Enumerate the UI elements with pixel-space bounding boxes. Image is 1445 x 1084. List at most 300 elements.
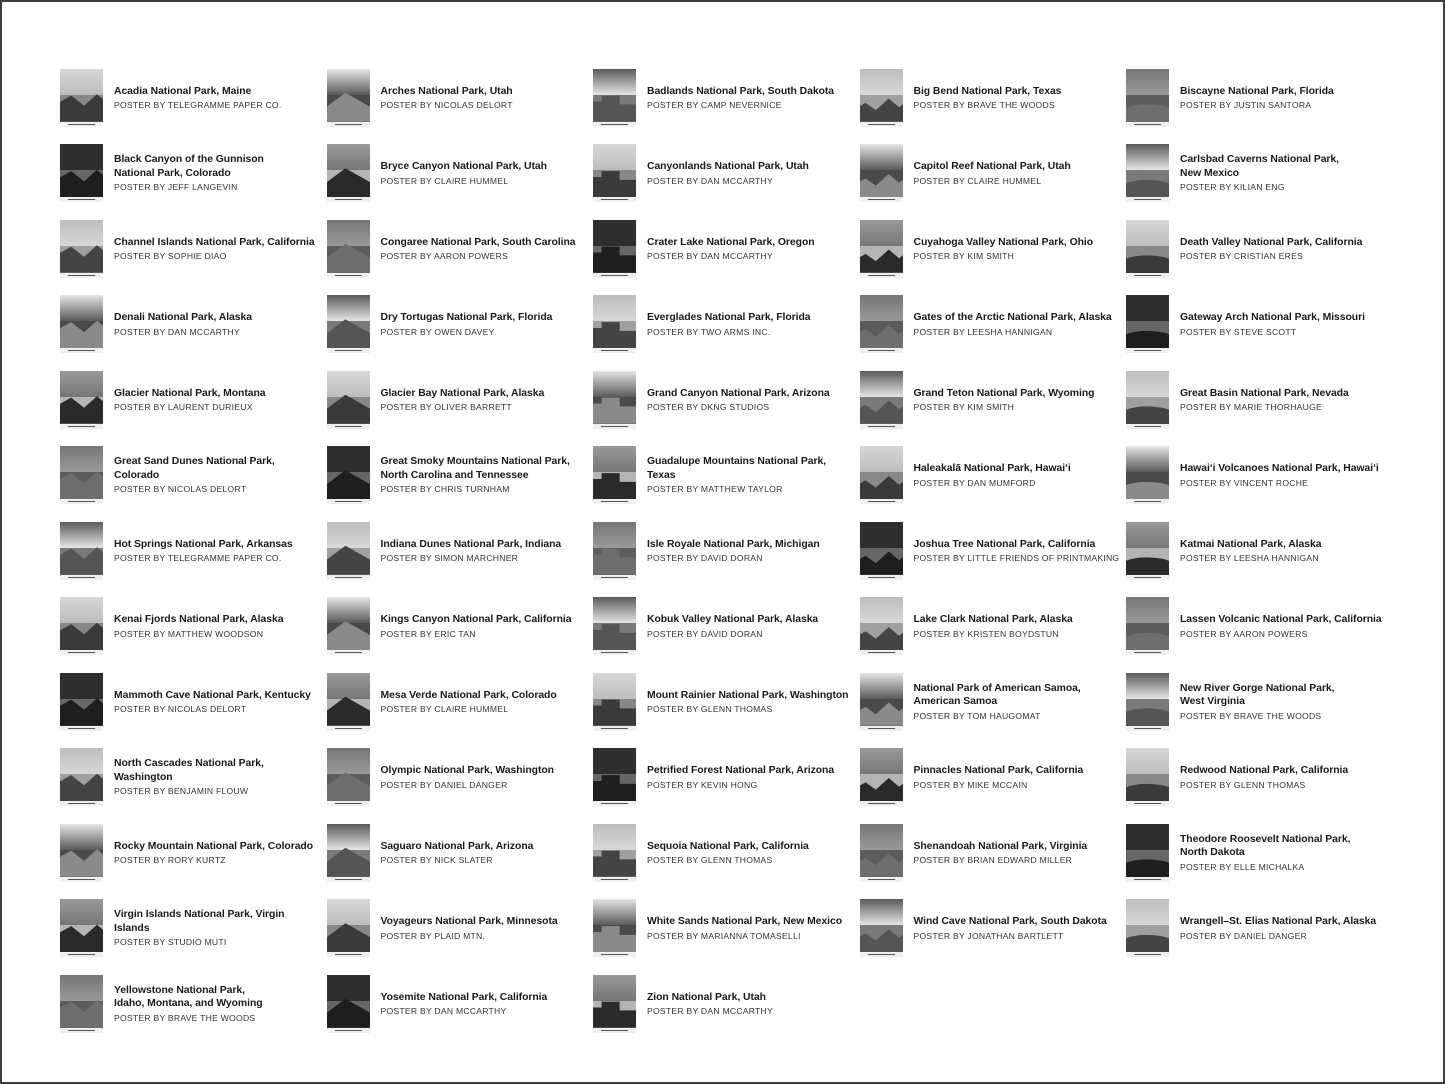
- poster-info: [647, 991, 853, 1018]
- poster-thumbnail: [327, 748, 370, 806]
- poster-thumbnail: [327, 975, 370, 1033]
- poster-credit: POSTER BY DAN MCCARTHY: [380, 1006, 507, 1016]
- poster-thumbnail: [860, 673, 903, 731]
- poster-thumbnail: [1126, 69, 1169, 127]
- poster-entry: [860, 664, 1127, 740]
- poster-thumbnail: [327, 522, 370, 580]
- poster-thumbnail: [60, 446, 103, 504]
- poster-thumbnail: [593, 371, 636, 429]
- poster-credit: POSTER BY TOM HAUGOMAT: [913, 710, 1041, 721]
- park-name: Sequoia National Park, California: [647, 840, 809, 852]
- poster-info: [914, 682, 1120, 722]
- poster-thumbnail: [860, 522, 903, 580]
- poster-credit: POSTER BY BRAVE THE WOODS: [114, 1012, 256, 1023]
- poster-thumbnail: [860, 220, 903, 278]
- poster-credit: POSTER BY KEVIN HONG: [647, 779, 758, 790]
- poster-thumbnail: [593, 824, 636, 882]
- park-name: Guadalupe Mountains National Park, Texas: [647, 456, 827, 481]
- park-name: Arches National Park, Utah: [380, 85, 513, 97]
- poster-entry: [60, 740, 327, 816]
- poster-credit: POSTER BY VINCENT ROCHE: [1180, 477, 1309, 488]
- poster-info: [647, 915, 853, 942]
- poster-info: [647, 160, 853, 187]
- poster-info: [914, 311, 1120, 338]
- poster-credit: POSTER BY JEFF LANGEVIN: [114, 182, 238, 193]
- park-name: Glacier Bay National Park, Alaska: [380, 387, 545, 399]
- poster-entry: [1126, 287, 1393, 363]
- poster-credit: POSTER BY BRAVE THE WOODS: [913, 100, 1055, 110]
- poster-entry: [860, 60, 1127, 136]
- park-name: Pinnacles National Park, California: [913, 765, 1084, 776]
- poster-info: [114, 85, 320, 112]
- poster-thumbnail: [593, 220, 636, 278]
- poster-credit: POSTER BY CLAIRE HUMMEL: [913, 175, 1042, 186]
- poster-info: [381, 387, 587, 414]
- park-name: Olympic National Park, Washington: [380, 765, 554, 776]
- poster-entry: [327, 513, 594, 589]
- poster-thumbnail: [860, 371, 903, 429]
- poster-credit: POSTER BY MATTHEW TAYLOR: [647, 484, 783, 495]
- poster-entry: [860, 438, 1127, 514]
- park-name: Carlsbad Caverns National Park, New Mexico: [1180, 154, 1339, 179]
- poster-entry: [860, 362, 1127, 438]
- poster-info: [647, 538, 853, 565]
- park-name: Great Smoky Mountains National Park, North Carolina and Tennessee: [380, 456, 570, 481]
- poster-thumbnail: [593, 522, 636, 580]
- poster-info: [1180, 538, 1386, 565]
- park-name: Everglades National Park, Florida: [647, 312, 811, 323]
- park-name: Theodore Roosevelt National Park, North Dakota: [1180, 833, 1351, 859]
- poster-entry: [327, 438, 594, 514]
- park-name: Grand Canyon National Park, Arizona: [647, 387, 830, 399]
- poster-entry: [1126, 664, 1393, 740]
- poster-credit: POSTER BY GLENN THOMAS: [647, 704, 773, 714]
- poster-credit: POSTER BY LITTLE FRIENDS OF PRINTMAKING: [913, 553, 1120, 563]
- poster-info: [1180, 915, 1386, 942]
- poster-credit: POSTER BY BENJAMIN FLOUW: [114, 786, 249, 797]
- park-name: Mesa Verde National Park, Colorado: [380, 689, 557, 701]
- poster-entry: [327, 362, 594, 438]
- poster-entry: [1126, 740, 1393, 816]
- poster-info: [647, 311, 853, 338]
- poster-credit: POSTER BY DAN MCCARTHY: [647, 251, 773, 261]
- park-name: Hot Springs National Park, Arkansas: [114, 538, 293, 550]
- poster-entry: [327, 815, 594, 891]
- poster-credit: POSTER BY JUSTIN SANTORA: [1180, 100, 1312, 110]
- poster-thumbnail: [60, 295, 103, 353]
- poster-credit: POSTER BY AARON POWERS: [1180, 628, 1308, 639]
- poster-thumbnail: [593, 446, 636, 504]
- poster-info: [914, 613, 1120, 640]
- poster-thumbnail: [860, 446, 903, 504]
- poster-entry: [860, 513, 1127, 589]
- poster-credit: POSTER BY KRISTEN BOYDSTUN: [913, 628, 1059, 639]
- poster-info: [1180, 236, 1386, 263]
- poster-thumbnail: [860, 824, 903, 882]
- poster-entry: [860, 136, 1127, 212]
- poster-credit: POSTER BY LEESHA HANNIGAN: [913, 326, 1053, 337]
- poster-thumbnail: [1126, 220, 1169, 278]
- poster-credit: POSTER BY DAN MCCARTHY: [114, 326, 240, 337]
- poster-info: [914, 840, 1120, 867]
- park-name: Capitol Reef National Park, Utah: [913, 161, 1071, 172]
- poster-entry: [593, 513, 860, 589]
- poster-entry: [1126, 438, 1393, 514]
- poster-credit: POSTER BY NICOLAS DELORT: [380, 100, 513, 110]
- poster-entry: [593, 211, 860, 287]
- park-name: New River Gorge National Park, West Virginia: [1180, 682, 1335, 708]
- poster-thumbnail: [60, 220, 103, 278]
- park-name: Black Canyon of the Gunnison National Park, Colorado: [114, 154, 264, 179]
- park-name: Redwood National Park, California: [1180, 765, 1349, 776]
- poster-entry: [860, 891, 1127, 967]
- poster-credit: POSTER BY DAN MUMFORD: [913, 477, 1036, 488]
- park-name: Congaree National Park, South Carolina: [380, 236, 576, 248]
- poster-info: [1180, 833, 1386, 873]
- poster-credit: POSTER BY CRISTIAN ERES: [1180, 251, 1304, 261]
- poster-thumbnail: [327, 295, 370, 353]
- poster-info: [1180, 85, 1386, 112]
- poster-info: [647, 764, 853, 791]
- poster-thumbnail: [327, 673, 370, 731]
- poster-info: [647, 236, 853, 263]
- poster-credit: POSTER BY PLAID MTN.: [380, 930, 486, 941]
- poster-credit: POSTER BY CLAIRE HUMMEL: [380, 704, 509, 714]
- poster-info: [914, 538, 1120, 565]
- poster-thumbnail: [860, 748, 903, 806]
- park-name: Glacier National Park, Montana: [114, 387, 266, 399]
- poster-entry: [60, 664, 327, 740]
- poster-entry: [593, 966, 860, 1042]
- poster-credit: POSTER BY BRIAN EDWARD MILLER: [913, 855, 1073, 865]
- poster-entry: [60, 966, 327, 1042]
- poster-credit: POSTER BY SIMON MARCHNER: [380, 553, 519, 563]
- poster-thumbnail: [60, 975, 103, 1033]
- park-name: Cuyahoga Valley National Park, Ohio: [913, 236, 1094, 248]
- park-name: Crater Lake National Park, Oregon: [647, 236, 815, 248]
- poster-credit: POSTER BY DAVID DORAN: [647, 628, 763, 639]
- park-name: Katmai National Park, Alaska: [1180, 538, 1322, 550]
- poster-credit: POSTER BY BRAVE THE WOODS: [1180, 710, 1322, 721]
- park-name: Wrangell–St. Elias National Park, Alaska: [1180, 916, 1377, 927]
- poster-thumbnail: [1126, 371, 1169, 429]
- poster-info: [1180, 153, 1386, 193]
- park-name: Kenai Fjords National Park, Alaska: [114, 614, 284, 625]
- poster-thumbnail: [60, 522, 103, 580]
- poster-credit: POSTER BY GLENN THOMAS: [1180, 779, 1306, 790]
- poster-thumbnail: [1126, 446, 1169, 504]
- poster-info: [1180, 682, 1386, 722]
- poster-info: [914, 915, 1120, 942]
- poster-thumbnail: [327, 144, 370, 202]
- poster-info: [381, 160, 587, 187]
- poster-entry: [327, 966, 594, 1042]
- poster-credit: POSTER BY DKNG STUDIOS: [647, 402, 770, 412]
- park-name: Acadia National Park, Maine: [114, 85, 252, 97]
- poster-entry: [327, 287, 594, 363]
- poster-credit: POSTER BY DAN MCCARTHY: [647, 175, 773, 186]
- poster-info: [647, 689, 853, 716]
- park-name: National Park of American Samoa, American Samoa: [913, 682, 1081, 708]
- poster-info: [114, 387, 320, 414]
- poster-thumbnail: [1126, 144, 1169, 202]
- poster-credit: POSTER BY SOPHIE DIAO: [114, 251, 227, 261]
- poster-info: [381, 840, 587, 867]
- poster-thumbnail: [60, 597, 103, 655]
- poster-entry: [60, 815, 327, 891]
- poster-credit: POSTER BY AARON POWERS: [380, 251, 509, 261]
- poster-thumbnail: [593, 673, 636, 731]
- poster-credit: POSTER BY DANIEL DANGER: [380, 779, 508, 790]
- park-name: Shenandoah National Park, Virginia: [913, 840, 1088, 852]
- poster-info: [381, 689, 587, 716]
- park-name: Kobuk Valley National Park, Alaska: [647, 614, 819, 625]
- poster-credit: POSTER BY STEVE SCOTT: [1180, 326, 1297, 337]
- park-name: Haleakalā National Park, Hawai‘i: [913, 463, 1071, 474]
- poster-entry: [593, 60, 860, 136]
- poster-credit: POSTER BY CLAIRE HUMMEL: [380, 175, 509, 186]
- poster-info: [114, 689, 320, 716]
- poster-thumbnail: [60, 824, 103, 882]
- poster-entry: [1126, 891, 1393, 967]
- poster-credit: POSTER BY OLIVER BARRETT: [380, 402, 512, 412]
- poster-thumbnail: [593, 597, 636, 655]
- poster-entry: [60, 438, 327, 514]
- poster-info: [114, 908, 320, 948]
- park-name: Zion National Park, Utah: [647, 991, 766, 1003]
- poster-credit: POSTER BY TELEGRAMME PAPER CO.: [114, 553, 282, 563]
- park-name: Big Bend National Park, Texas: [913, 85, 1062, 97]
- poster-entry: [593, 891, 860, 967]
- park-name: Virgin Islands National Park, Virgin Islands: [114, 909, 285, 934]
- poster-thumbnail: [593, 899, 636, 957]
- poster-info: [381, 455, 587, 495]
- poster-credit: POSTER BY NICK SLATER: [380, 855, 493, 865]
- poster-entry: [60, 589, 327, 665]
- park-name: Death Valley National Park, California: [1180, 236, 1363, 248]
- poster-info: [1180, 311, 1386, 338]
- poster-info: [914, 160, 1120, 187]
- park-name: Great Basin National Park, Nevada: [1180, 387, 1349, 399]
- poster-info: [381, 764, 587, 791]
- park-name: Gateway Arch National Park, Missouri: [1180, 312, 1365, 323]
- poster-entry: [1126, 211, 1393, 287]
- park-name: Voyageurs National Park, Minnesota: [380, 916, 558, 927]
- poster-thumbnail: [593, 144, 636, 202]
- poster-info: [914, 764, 1120, 791]
- poster-thumbnail: [327, 371, 370, 429]
- park-name: Lake Clark National Park, Alaska: [913, 614, 1073, 625]
- park-name: Mount Rainier National Park, Washington: [647, 689, 849, 701]
- park-name: Hawai‘i Volcanoes National Park, Hawai‘i: [1180, 463, 1379, 474]
- park-name: Kings Canyon National Park, California: [380, 614, 572, 625]
- poster-credit: POSTER BY MARIE THORHAUGE: [1180, 402, 1323, 412]
- poster-entry: [593, 740, 860, 816]
- poster-info: [381, 613, 587, 640]
- poster-thumbnail: [593, 69, 636, 127]
- poster-credit: POSTER BY TWO ARMS INC.: [647, 326, 771, 337]
- poster-thumbnail: [327, 824, 370, 882]
- poster-info: [914, 85, 1120, 112]
- poster-info: [381, 538, 587, 565]
- poster-credit: POSTER BY JONATHAN BARTLETT: [913, 930, 1064, 941]
- poster-thumbnail: [327, 899, 370, 957]
- poster-credit: POSTER BY ERIC TAN: [380, 628, 476, 639]
- park-name: Indiana Dunes National Park, Indiana: [380, 538, 562, 550]
- poster-entry: [327, 891, 594, 967]
- poster-thumbnail: [60, 673, 103, 731]
- poster-credit: POSTER BY MATTHEW WOODSON: [114, 628, 264, 639]
- poster-info: [114, 455, 320, 495]
- poster-info: [647, 455, 853, 495]
- park-name: North Cascades National Park, Washington: [114, 758, 264, 783]
- park-name: Gates of the Arctic National Park, Alaska: [913, 312, 1112, 323]
- poster-entry: [593, 287, 860, 363]
- park-name: Wind Cave National Park, South Dakota: [913, 916, 1107, 927]
- park-name: Yellowstone National Park, Idaho, Montana, and Wyoming: [114, 984, 263, 1010]
- poster-thumbnail: [60, 748, 103, 806]
- poster-credit: POSTER BY MARIANNA TOMASELLI: [647, 930, 801, 941]
- park-name: Mammoth Cave National Park, Kentucky: [114, 689, 311, 701]
- poster-entry: [593, 664, 860, 740]
- poster-info: [114, 840, 320, 867]
- poster-info: [914, 387, 1120, 414]
- poster-thumbnail: [1126, 597, 1169, 655]
- poster-entry: [1126, 362, 1393, 438]
- park-name: Biscayne National Park, Florida: [1180, 85, 1334, 97]
- poster-credit: POSTER BY TELEGRAMME PAPER CO.: [114, 100, 282, 110]
- poster-info: [647, 840, 853, 867]
- poster-entry: [60, 136, 327, 212]
- poster-credit: POSTER BY KIM SMITH: [913, 251, 1015, 261]
- park-name: Rocky Mountain National Park, Colorado: [114, 840, 314, 852]
- park-name: Isle Royale National Park, Michigan: [647, 538, 820, 550]
- poster-credit: POSTER BY NICOLAS DELORT: [114, 704, 247, 714]
- poster-entry: [327, 589, 594, 665]
- poster-entry: [860, 740, 1127, 816]
- poster-info: [1180, 462, 1386, 489]
- poster-grid: [60, 60, 1393, 1042]
- poster-entry: [327, 60, 594, 136]
- park-name: Badlands National Park, South Dakota: [647, 85, 835, 97]
- poster-entry: [1126, 60, 1393, 136]
- poster-thumbnail: [860, 69, 903, 127]
- poster-credit: POSTER BY OWEN DAVEY: [380, 326, 495, 337]
- poster-thumbnail: [327, 446, 370, 504]
- poster-info: [114, 538, 320, 565]
- poster-thumbnail: [1126, 295, 1169, 353]
- park-name: Lassen Volcanic National Park, California: [1180, 614, 1382, 625]
- poster-thumbnail: [1126, 899, 1169, 957]
- poster-info: [647, 85, 853, 112]
- poster-info: [914, 462, 1120, 489]
- poster-credit: POSTER BY STUDIO MUTI: [114, 937, 227, 948]
- poster-info: [114, 613, 320, 640]
- poster-info: [1180, 387, 1386, 414]
- park-name: Petrified Forest National Park, Arizona: [647, 765, 835, 776]
- poster-thumbnail: [327, 220, 370, 278]
- poster-info: [914, 236, 1120, 263]
- poster-thumbnail: [1126, 522, 1169, 580]
- park-name: Joshua Tree National Park, California: [913, 538, 1096, 550]
- poster-info: [114, 236, 320, 263]
- poster-entry: [593, 136, 860, 212]
- park-name: Grand Teton National Park, Wyoming: [913, 387, 1095, 399]
- poster-credit: POSTER BY KILIAN ENG: [1180, 182, 1285, 193]
- poster-thumbnail: [1126, 748, 1169, 806]
- poster-credit: POSTER BY DAN MCCARTHY: [647, 1006, 773, 1016]
- park-name: White Sands National Park, New Mexico: [647, 916, 843, 927]
- poster-entry: [327, 664, 594, 740]
- park-name: Great Sand Dunes National Park, Colorado: [114, 456, 275, 481]
- poster-entry: [60, 891, 327, 967]
- poster-thumbnail: [1126, 673, 1169, 731]
- poster-credit: POSTER BY MIKE MCCAIN: [913, 779, 1028, 790]
- poster-credit: POSTER BY DAVID DORAN: [647, 553, 763, 563]
- poster-info: [114, 153, 320, 193]
- poster-thumbnail: [60, 144, 103, 202]
- poster-thumbnail: [860, 899, 903, 957]
- poster-entry: [860, 287, 1127, 363]
- poster-entry: [60, 60, 327, 136]
- poster-credit: POSTER BY LEESHA HANNIGAN: [1180, 553, 1319, 563]
- poster-thumbnail: [860, 144, 903, 202]
- poster-info: [647, 387, 853, 414]
- park-name: Saguaro National Park, Arizona: [380, 840, 534, 852]
- poster-info: [381, 915, 587, 942]
- poster-info: [114, 984, 320, 1024]
- poster-thumbnail: [60, 69, 103, 127]
- poster-info: [114, 757, 320, 797]
- poster-credit: POSTER BY RORY KURTZ: [114, 855, 226, 865]
- park-name: Canyonlands National Park, Utah: [647, 161, 809, 172]
- poster-entry: [60, 211, 327, 287]
- poster-info: [114, 311, 320, 338]
- poster-info: [647, 613, 853, 640]
- park-name: Dry Tortugas National Park, Florida: [380, 312, 553, 323]
- poster-info: [1180, 613, 1386, 640]
- poster-entry: [593, 438, 860, 514]
- poster-info: [381, 311, 587, 338]
- poster-thumbnail: [593, 748, 636, 806]
- poster-credit: POSTER BY GLENN THOMAS: [647, 855, 773, 865]
- poster-entry: [593, 589, 860, 665]
- poster-credit: POSTER BY NICOLAS DELORT: [114, 484, 247, 495]
- poster-thumbnail: [860, 597, 903, 655]
- park-name: Yosemite National Park, California: [380, 991, 548, 1003]
- poster-credit: POSTER BY ELLE MICHALKA: [1180, 861, 1305, 872]
- poster-thumbnail: [860, 295, 903, 353]
- poster-credit: POSTER BY CAMP NEVERNICE: [647, 100, 782, 110]
- poster-credit: POSTER BY KIM SMITH: [913, 402, 1015, 412]
- poster-entry: [60, 287, 327, 363]
- poster-thumbnail: [1126, 824, 1169, 882]
- park-name: Bryce Canyon National Park, Utah: [380, 161, 547, 172]
- poster-entry: [593, 362, 860, 438]
- poster-entry: [327, 211, 594, 287]
- poster-credit: POSTER BY CHRIS TURNHAM: [380, 484, 510, 495]
- poster-thumbnail: [327, 597, 370, 655]
- poster-info: [381, 85, 587, 112]
- poster-thumbnail: [327, 69, 370, 127]
- poster-credit: POSTER BY LAURENT DURIEUX: [114, 402, 253, 412]
- poster-entry: [327, 136, 594, 212]
- poster-entry: [860, 589, 1127, 665]
- poster-entry: [860, 211, 1127, 287]
- poster-info: [381, 991, 587, 1018]
- poster-entry: [593, 815, 860, 891]
- poster-thumbnail: [593, 975, 636, 1033]
